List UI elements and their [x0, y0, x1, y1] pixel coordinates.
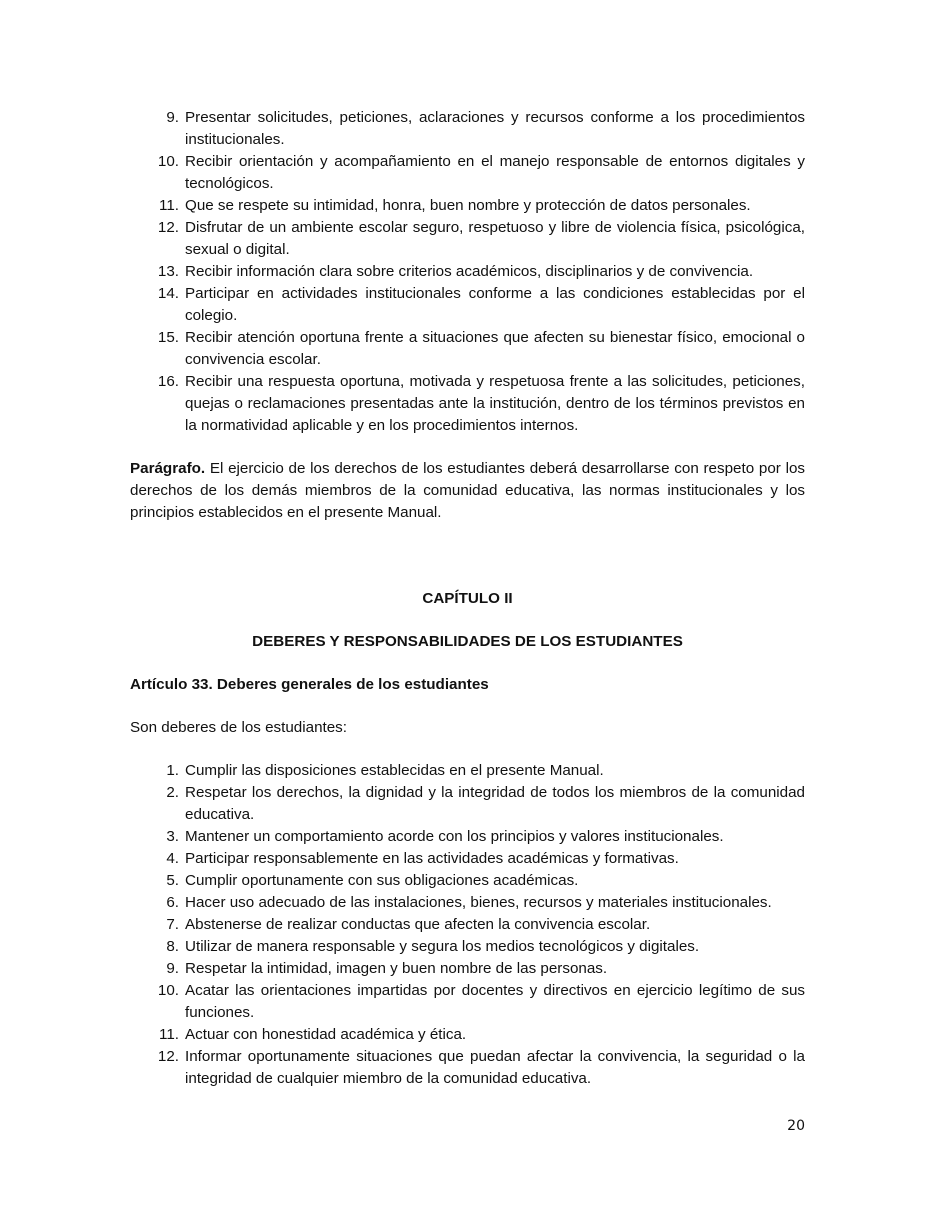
list-item-number: 4. [166, 850, 179, 867]
list-item [130, 327, 805, 371]
list-item-text: Abstenerse de realizar conductas que afecten la convivencia escolar. [185, 916, 651, 933]
list-item-number: 8. [166, 938, 179, 955]
list-item [130, 283, 805, 327]
list-item-text: Respetar la intimidad, imagen y buen nombre de las personas. [185, 960, 608, 977]
list-item-number: 12. [157, 219, 179, 236]
list-item [130, 151, 805, 195]
list-item-text: Que se respete su intimidad, honra, buen nombre y protección de datos personales. [185, 197, 751, 214]
list-item [130, 217, 805, 261]
list-item-text: Hacer uso adecuado de las instalaciones, bienes, recursos y materiales institucionales. [185, 894, 772, 911]
list-item [130, 892, 805, 914]
chapter-subtitle: DEBERES Y RESPONSABILIDADES DE LOS ESTUDIANTES [252, 633, 683, 650]
duties-list [130, 760, 805, 1090]
rights-list [130, 107, 805, 437]
spacer [130, 696, 805, 717]
list-item [130, 870, 805, 892]
list-item-text: Respetar los derechos, la dignidad y la integridad de todos los miembros de la comunidad educativa. [185, 784, 805, 823]
list-item-number: 2. [166, 784, 179, 801]
list-item-number: 9. [166, 109, 179, 126]
list-item-text: Actuar con honestidad académica y ética. [185, 1026, 467, 1043]
list-item [130, 760, 805, 782]
list-item [130, 958, 805, 980]
list-item-text: Cumplir las disposiciones establecidas en el presente Manual. [185, 762, 604, 779]
paragrafo-text: El ejercicio de los derechos de los estudiantes deberá desarrollarse con respeto por los derechos de los demás miembros de la comunidad educativa, las normas institucionales y los principios establecidos en el presente Manual. [130, 460, 805, 521]
list-item [130, 1046, 805, 1090]
list-item-number: 5. [166, 872, 179, 889]
article-title: Artículo 33. Deberes generales de los estudiantes [130, 676, 489, 693]
list-item-text: Presentar solicitudes, peticiones, aclaraciones y recursos conforme a los procedimientos institucionales. [185, 109, 805, 148]
list-item-text: Recibir orientación y acompañamiento en el manejo responsable de entornos digitales y tecnológicos. [185, 153, 805, 192]
list-item [130, 1024, 805, 1046]
list-item-number: 10. [157, 982, 179, 999]
chapter-title: CAPÍTULO II [422, 590, 513, 607]
list-item [130, 848, 805, 870]
list-item-number: 13. [157, 263, 179, 280]
list-item [130, 195, 805, 217]
list-item-text: Recibir información clara sobre criterios académicos, disciplinarios y de convivencia. [185, 263, 754, 280]
list-item-number: 1. [166, 762, 179, 779]
paragrafo-paragraph [130, 458, 805, 524]
page-content [130, 107, 805, 1090]
list-item-number: 3. [166, 828, 179, 845]
list-item-number: 11. [159, 1026, 179, 1043]
list-item-text: Recibir atención oportuna frente a situaciones que afecten su bienestar físico, emocional o convivencia escolar. [185, 329, 805, 368]
list-item-text: Disfrutar de un ambiente escolar seguro, respetuoso y libre de violencia física, psicológica, sexual o digital. [185, 219, 805, 258]
spacer [130, 653, 805, 674]
list-item [130, 936, 805, 958]
list-item-number: 11. [159, 197, 179, 214]
spacer [130, 437, 805, 458]
list-item-text: Recibir una respuesta oportuna, motivada y respetuosa frente a las solicitudes, peticiones, quejas o reclamaciones presentadas ante la institución, dentro de los términos previstos en la normatividad aplicable y en los procedimientos internos. [185, 373, 805, 434]
list-item-number: 15. [157, 329, 179, 346]
list-item [130, 826, 805, 848]
list-item-number: 6. [166, 894, 179, 911]
article-intro: Son deberes de los estudiantes: [130, 719, 347, 736]
list-item-text: Informar oportunamente situaciones que puedan afectar la convivencia, la seguridad o la integridad de cualquier miembro de la comunidad educativa. [185, 1048, 805, 1087]
list-item [130, 371, 805, 437]
list-item-number: 7. [166, 916, 179, 933]
list-item-text: Cumplir oportunamente con sus obligaciones académicas. [185, 872, 579, 889]
page-number: 20 [787, 1118, 805, 1134]
list-item-text: Mantener un comportamiento acorde con los principios y valores institucionales. [185, 828, 724, 845]
list-item-text: Utilizar de manera responsable y segura los medios tecnológicos y digitales. [185, 938, 700, 955]
list-item-number: 12. [157, 1048, 179, 1065]
list-item [130, 261, 805, 283]
list-item-text: Participar en actividades institucionales conforme a las condiciones establecidas por el colegio. [185, 285, 805, 324]
list-item [130, 914, 805, 936]
list-item-text: Acatar las orientaciones impartidas por docentes y directivos en ejercicio legítimo de sus funciones. [185, 982, 805, 1021]
paragrafo-label: Parágrafo. [130, 460, 206, 477]
list-item-number: 16. [157, 373, 179, 390]
list-item-number: 9. [166, 960, 179, 977]
list-item-number: 10. [157, 153, 179, 170]
list-item-text: Participar responsablemente en las actividades académicas y formativas. [185, 850, 679, 867]
spacer [130, 739, 805, 760]
spacer [130, 524, 805, 588]
spacer [130, 610, 805, 631]
list-item-number: 14. [157, 285, 179, 302]
list-item [130, 782, 805, 826]
list-item [130, 107, 805, 151]
list-item [130, 980, 805, 1024]
